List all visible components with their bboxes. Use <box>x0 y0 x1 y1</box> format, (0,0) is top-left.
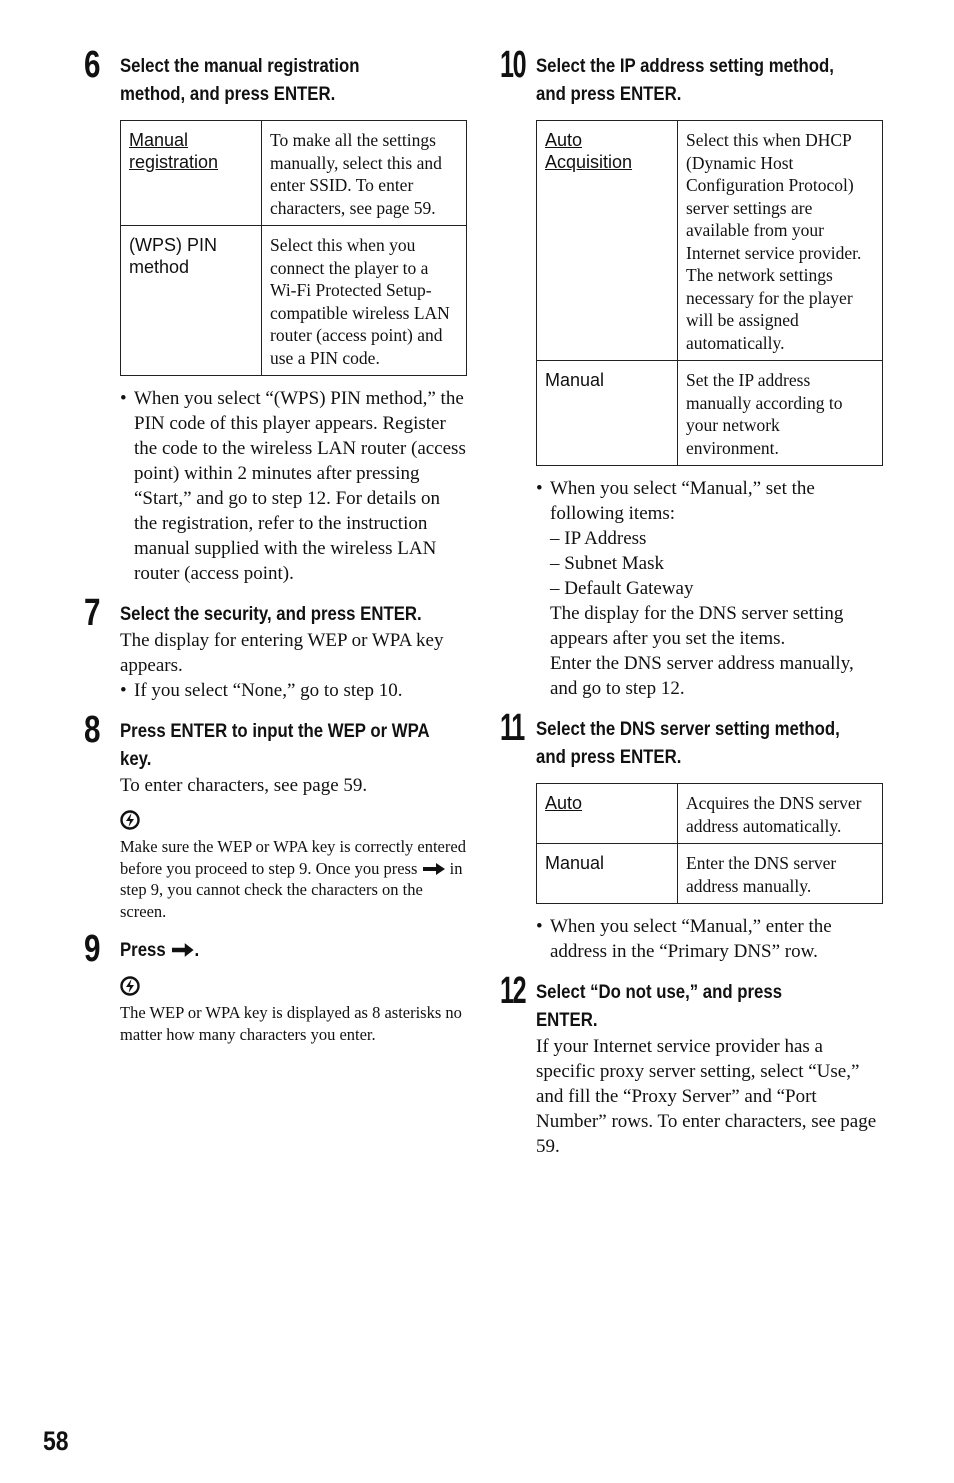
list-item-text: Subnet Mask <box>564 553 664 574</box>
option-key <box>537 361 678 466</box>
step-heading: Select the security, and press ENTER. <box>120 603 422 625</box>
option-description: To make all the settings manually, select this and enter SSID. To enter characters, see page 59. <box>262 121 467 226</box>
arrow-right-icon <box>422 862 446 876</box>
step-text: If your Internet service provider has a specific proxy server setting, select “Use,” and fill the “Proxy Server” and “Port Number” rows. To enter characters, see page 59. <box>536 1036 877 1157</box>
table-row <box>537 361 883 466</box>
hint-text: The WEP or WPA key is displayed as 8 asterisks no matter how many characters you enter. <box>120 1003 462 1044</box>
step-heading <box>120 717 481 773</box>
step-number: 12 <box>500 970 526 1012</box>
option-key-line: Acquisition <box>545 152 633 172</box>
step-heading <box>536 715 897 771</box>
heading-line: ENTER. <box>536 1009 598 1031</box>
step-6 <box>84 44 468 586</box>
table-row <box>537 121 883 361</box>
hint-icon <box>120 810 140 830</box>
ip-options-table <box>536 120 883 466</box>
option-description: Set the IP address manually according to your network environment. <box>678 361 883 466</box>
option-key <box>537 784 678 844</box>
list-item-text: IP Address <box>564 528 647 549</box>
heading-line: Press ENTER to input the WEP or WPA <box>120 720 430 742</box>
registration-options-table <box>120 120 467 376</box>
table-row <box>121 226 467 376</box>
bullet-text: • When you select “Manual,” set the following items: <box>536 476 884 526</box>
option-key-line: method <box>129 257 190 277</box>
step-7 <box>84 592 468 703</box>
hint-text <box>120 836 468 922</box>
option-description: Acquires the DNS server address automatically. <box>678 784 883 844</box>
step-number: 10 <box>500 44 526 86</box>
option-key <box>121 226 262 376</box>
step-12 <box>500 970 884 1159</box>
list-item: – Default Gateway <box>550 578 694 599</box>
page-number: 58 <box>43 1426 69 1456</box>
step-10 <box>500 44 884 701</box>
arrow-right-icon <box>170 942 194 958</box>
step-text: To enter characters, see page 59. <box>120 775 368 796</box>
hint-icon <box>120 976 140 996</box>
option-key <box>537 121 678 361</box>
step-number: 9 <box>84 928 99 970</box>
option-description: Select this when DHCP (Dynamic Host Configuration Protocol) server settings are available from your Internet service provider. The network settings necessary for the player will be assigned automatically. <box>678 121 883 361</box>
heading-line: Select the manual registration <box>120 55 360 77</box>
option-key-line: Manual <box>545 370 605 390</box>
option-description: Enter the DNS server address manually. <box>678 844 883 904</box>
heading-line: Select the IP address setting method, <box>536 55 834 77</box>
heading-line: Select the DNS server setting method, <box>536 718 840 740</box>
option-key-line: Auto <box>545 793 583 813</box>
bullet-text: • When you select “Manual,” enter the address in the “Primary DNS” row. <box>536 914 884 964</box>
step-11 <box>500 707 884 964</box>
step-heading <box>536 978 897 1034</box>
table-row <box>537 784 883 844</box>
step-text: The display for the DNS server setting appears after you set the items. <box>550 603 844 649</box>
heading-line: key. <box>120 748 152 770</box>
list-item: – Subnet Mask <box>550 553 664 574</box>
step-number: 7 <box>84 592 99 634</box>
heading-line: and press ENTER. <box>536 746 682 768</box>
step-heading <box>536 52 897 108</box>
step-text: The display for entering WEP or WPA key appears. <box>120 630 444 676</box>
option-description: Select this when you connect the player to a Wi-Fi Protected Setup-compatible wireless LAN router (access point) and use a PIN code. <box>262 226 467 376</box>
heading-line: and press ENTER. <box>536 83 682 105</box>
heading-text: Press <box>120 939 166 961</box>
step-8 <box>84 709 468 922</box>
heading-line: method, and press ENTER. <box>120 83 336 105</box>
step-number: 8 <box>84 709 99 751</box>
option-key-line: (WPS) PIN <box>129 235 217 255</box>
heading-line: Select “Do not use,” and press <box>536 981 783 1003</box>
left-column <box>84 44 468 1045</box>
bullet-text: • When you select “(WPS) PIN method,” the PIN code of this player appears. Register the code to the wireless LAN router (access point) within 2 minutes after pressing “Start,” and go to step 12. For details on the registration, refer to the instruction manual supplied with the wireless LAN router (access point). <box>120 386 468 586</box>
option-key-line: Manual <box>129 130 189 150</box>
list-item-text: Default Gateway <box>564 578 694 599</box>
option-key <box>121 121 262 226</box>
hint-text-part: Make sure the WEP or WPA key is correctly entered before you proceed to step 9. Once you press <box>120 837 466 878</box>
hint-text-part: in step 9, you cannot check the characters on the screen. <box>120 858 463 921</box>
table-row <box>537 844 883 904</box>
dns-options-table <box>536 783 883 904</box>
option-key-line: Auto <box>545 130 583 150</box>
option-key-line: registration <box>129 152 219 172</box>
table-row <box>121 121 467 226</box>
step-number: 11 <box>500 707 524 749</box>
step-heading <box>120 52 481 108</box>
option-key <box>537 844 678 904</box>
heading-period: . <box>194 939 200 961</box>
list-item: – IP Address <box>550 528 647 549</box>
bullet-text: • If you select “None,” go to step 10. <box>120 678 468 703</box>
step-9 <box>84 928 468 1045</box>
step-heading <box>120 936 481 964</box>
right-column <box>500 44 884 1159</box>
step-number: 6 <box>84 44 99 86</box>
step-text: Enter the DNS server address manually, and go to step 12. <box>550 653 854 699</box>
option-key-line: Manual <box>545 853 605 873</box>
